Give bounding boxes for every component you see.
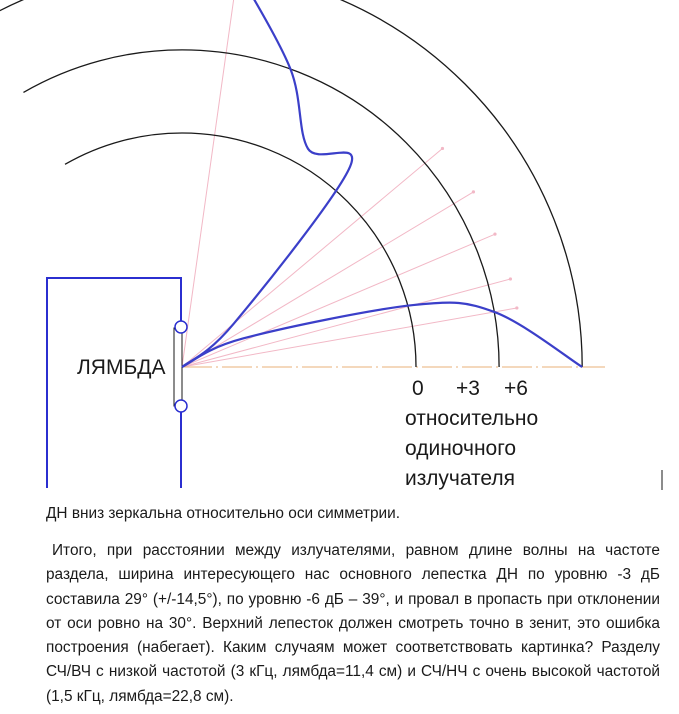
radial-guide-3: [182, 192, 473, 367]
speaker-baffle: [47, 278, 187, 488]
reference-note-line-2: одиночного: [405, 437, 517, 460]
radial-guide-tip-3: [472, 190, 475, 193]
db-ring-ext-3: [23, 50, 182, 92]
figure-caption: ДН вниз зеркальна относительно оси симметрии.: [46, 505, 400, 522]
upper-emitter-circle: [175, 321, 187, 333]
ring-label-0: 0: [412, 377, 424, 400]
db-ring-ext-6: [0, 0, 182, 20]
radial-guide-tip-0: [515, 306, 518, 309]
emitter-body: [174, 328, 182, 406]
radial-guide-5: [182, 0, 235, 367]
db-ring-ext-0: [65, 133, 182, 164]
body-paragraph: Итого, при расстоянии между излучателями, равном длине волны на частоте раздела, ширина интересующего нас основного лепестка ДН по уровню -3 дБ составила 29° (+/-14,5°), по уровню -6 дБ – 39°, и провал в пропасть при отклонении от оси ровно на 30°. Верхний лепесток должен смотреть точно в зенит, это ошибка построения (набегает). Каким случаям может соответствовать картинка? Разделу СЧ/ВЧ с низкой частотой (3 кГц, лямбда=11,4 см) и СЧ/НЧ с очень высокой частотой (1,5 кГц, лямбда=22,8 см).: [46, 542, 660, 705]
ring-label-6: +6: [504, 377, 528, 400]
radial-guide-1: [182, 279, 510, 367]
radial-guide-tip-1: [509, 277, 512, 280]
reference-note-line-1: относительно: [405, 407, 539, 430]
reference-note-line-3: излучателя: [405, 467, 516, 490]
baffle-outline: [47, 278, 181, 488]
ring-label-3: +3: [456, 377, 480, 400]
lower-emitter-circle: [175, 400, 187, 412]
radial-guide-0: [182, 308, 517, 367]
radial-guide-tip-2: [493, 233, 496, 236]
radial-guide-tip-4: [441, 147, 444, 150]
radial-guide-4: [182, 148, 442, 367]
lambda-label: ЛЯМБДА: [77, 356, 166, 379]
radial-guide-2: [182, 234, 495, 367]
radial-guides: [182, 0, 518, 367]
